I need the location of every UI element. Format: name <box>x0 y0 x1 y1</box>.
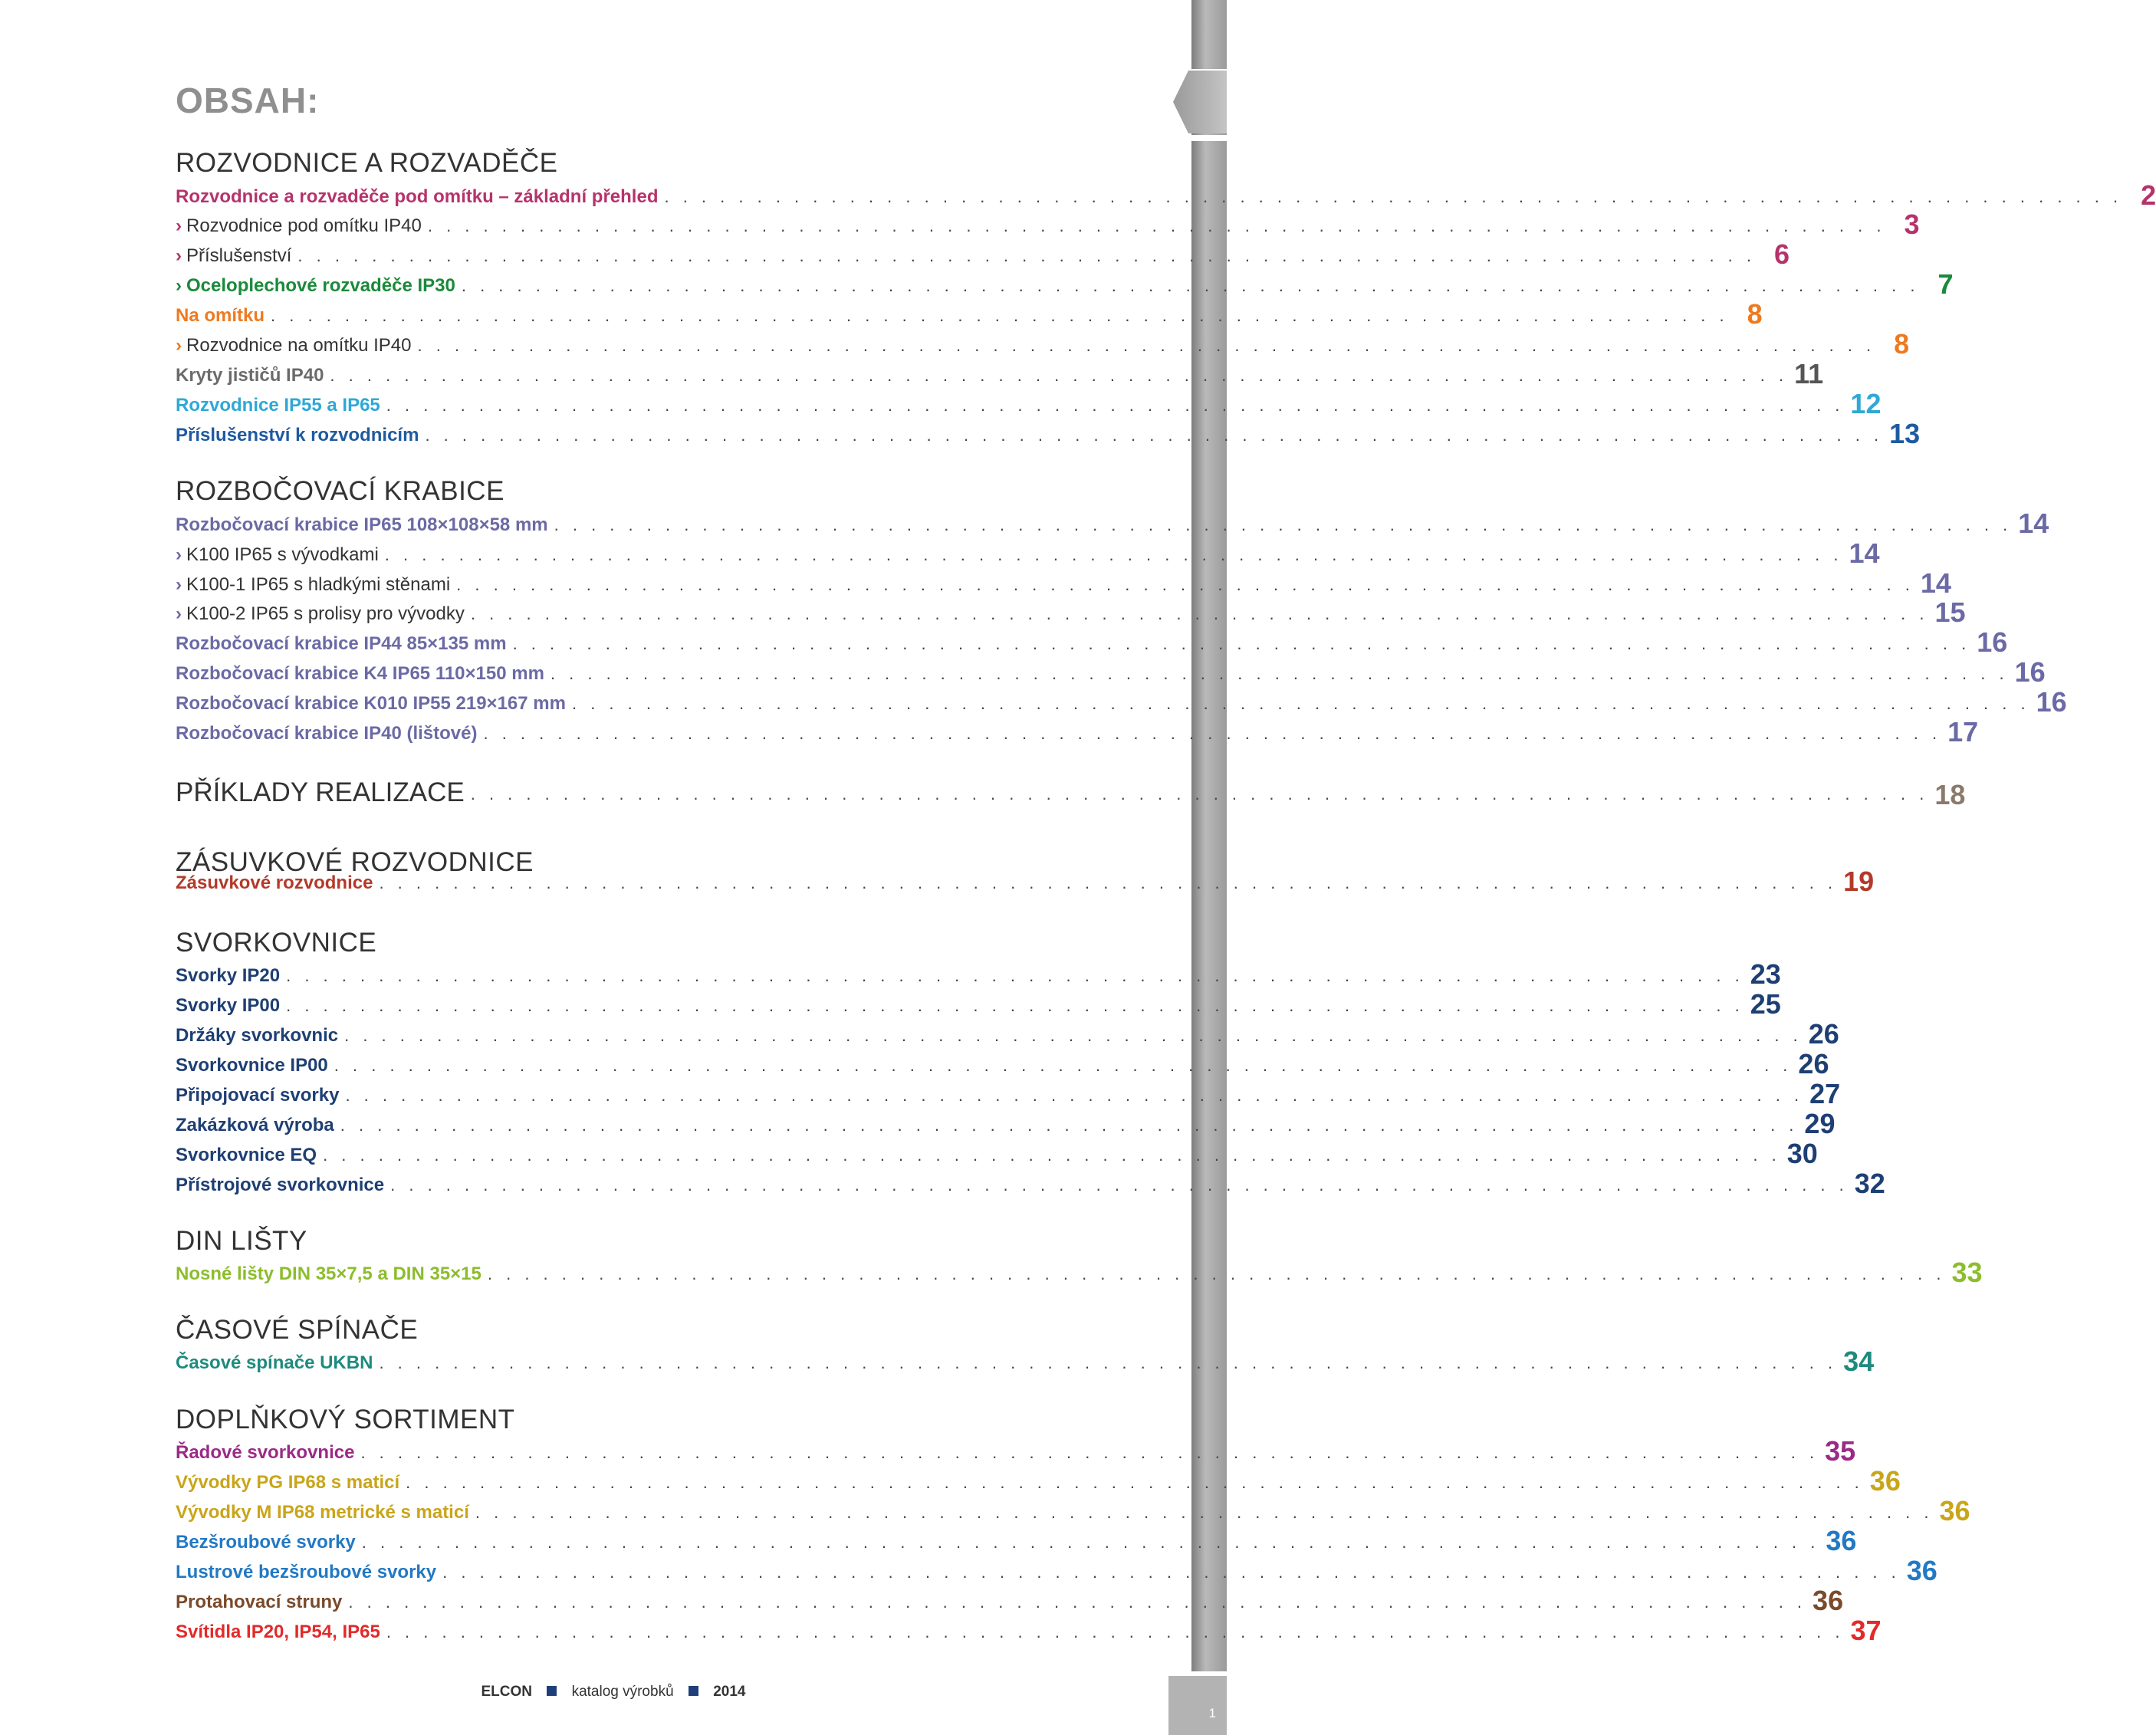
toc-entry[interactable] <box>176 1585 1844 1616</box>
toc-entry-label: Přístrojové svorkovnice <box>176 1175 385 1195</box>
toc-entry-label: Rozbočovací krabice IP65 108×108×58 mm <box>176 514 548 535</box>
toc-entry-label: Rozvodnice IP55 a IP65 <box>176 395 380 416</box>
toc-page-number: 16 <box>2014 656 2046 688</box>
toc-entry[interactable] <box>176 866 1875 897</box>
toc-page-number: 32 <box>1854 1168 1885 1199</box>
toc-page-number: 14 <box>1920 567 1951 599</box>
toc-page-number: 8 <box>1747 298 1763 330</box>
toc-entry[interactable] <box>176 1495 1970 1526</box>
toc-entry[interactable] <box>176 1346 1875 1377</box>
toc-entry[interactable] <box>176 656 2046 688</box>
toc-entry-label: Svorkovnice EQ <box>176 1145 317 1165</box>
toc-entry[interactable] <box>176 1435 1856 1467</box>
toc-page-number: 8 <box>1894 328 1910 360</box>
chevron-right-icon: › <box>176 544 182 565</box>
toc-page-number: 26 <box>1798 1048 1829 1079</box>
dot-leader: . . . . . . . . . . . . . . . . . . . . . . . . . . . . . . . . . . . . . . . . . . . . . . . . . . . . . . . . . . . . . . . . . . . . . . . . . . . . . . . <box>664 187 2123 206</box>
toc-entry-label: Svorky IP20 <box>176 965 281 986</box>
dot-leader: . . . . . . . . . . . . . . . . . . . . . . . . . . . . . . . . . . . . . . . . . . . . . . . . . . . . . . . . . . . . . . . . . . . . . . . . . . . . . . . <box>483 724 1942 743</box>
toc-page-number: 17 <box>1947 716 1979 748</box>
toc-entry[interactable] <box>176 268 1954 300</box>
toc-entry-label: Zásuvkové rozvodnice <box>176 872 373 893</box>
toc-entry[interactable] <box>176 988 1781 1020</box>
toc-page-number: 33 <box>1951 1257 1983 1288</box>
dot-leader: . . . . . . . . . . . . . . . . . . . . . . . . . . . . . . . . . . . . . . . . . . . . . . . . . . . . . . . . . . . . . . . . . . . . . . . . . . . . . . . <box>475 1503 1934 1522</box>
toc-page-number: 7 <box>1937 268 1954 300</box>
chevron-right-icon: › <box>176 245 182 266</box>
dot-leader: . . . . . . . . . . . . . . . . . . . . . . . . . . . . . . . . . . . . . . . . . . . . . . . . . . . . . . . . . . . . . . . . . . . . . . . . . . . . . . . <box>442 1562 1901 1582</box>
chevron-right-icon: › <box>176 215 182 236</box>
dot-leader: . . . . . . . . . . . . . . . . . . . . . . . . . . . . . . . . . . . . . . . . . . . . . . . . . . . . . . . . . . . . . . . . . . . . . . . . . . . . . . . <box>334 1056 1793 1075</box>
toc-page-number: 14 <box>2018 508 2049 539</box>
toc-page-number: 34 <box>1843 1346 1875 1377</box>
dot-leader: . . . . . . . . . . . . . . . . . . . . . . . . . . . . . . . . . . . . . . . . . . . . . . . . . . . . . . . . . . . . . . . . . . . . . . . . . . . . . . . <box>323 1145 1781 1165</box>
toc-entry-label: Kryty jističů IP40 <box>176 365 324 386</box>
dot-leader: . . . . . . . . . . . . . . . . . . . . . . . . . . . . . . . . . . . . . . . . . . . . . . . . . . . . . . . . . . . . . . . . . . . . . . . . . . . . . . . <box>379 1353 1838 1372</box>
dot-leader: . . . . . . . . . . . . . . . . . . . . . . . . . . . . . . . . . . . . . . . . . . . . . . . . . . . . . . . . . . . . . . . . . . . . . . . . . . . . . . . <box>425 426 1884 445</box>
square-bullet-icon <box>547 1686 557 1696</box>
toc-entry-label: Zakázková výroba <box>176 1115 334 1135</box>
toc-entry[interactable] <box>176 1138 1818 1169</box>
toc-entry-label: Rozbočovací krabice K010 IP55 219×167 mm <box>176 693 566 714</box>
dot-leader: . . . . . . . . . . . . . . . . . . . . . . . . . . . . . . . . . . . . . . . . . . . . . . . . . . . . . . . . . . . . . . . . . . . . . . . . . . . . . . . <box>340 1116 1799 1135</box>
toc-entry-label: Na omítku <box>176 305 265 326</box>
toc-entry-label: Rozvodnice na omítku IP40 <box>186 335 412 356</box>
toc-entry-label: Rozvodnice pod omítku IP40 <box>186 215 422 236</box>
toc-entry[interactable] <box>176 328 1910 360</box>
toc-page-number: 19 <box>1843 866 1875 897</box>
toc-entry-label: Svorky IP00 <box>176 995 281 1016</box>
dot-leader: . . . . . . . . . . . . . . . . . . . . . . . . . . . . . . . . . . . . . . . . . . . . . . . . . . . . . . . . . . . . . . . . . . . . . . . . . . . . . . . <box>271 306 1729 325</box>
toc-page-number: 6 <box>1774 238 1790 270</box>
toc-entry-label: K100-1 IP65 s hladkými stěnami <box>186 574 451 595</box>
page-number: 1 <box>1208 1706 1216 1720</box>
toc-entry[interactable] <box>176 238 1790 270</box>
toc-entry[interactable] <box>176 179 2156 211</box>
toc-entry-label: Rozbočovací krabice K4 IP65 110×150 mm <box>176 663 544 684</box>
page-title: OBSAH: <box>176 81 320 120</box>
toc-page-number: 13 <box>1889 418 1921 449</box>
toc-entry[interactable] <box>176 1555 1937 1586</box>
section-title: ZÁSUVKOVÉ ROZVODNICE <box>176 847 534 877</box>
dot-leader: . . . . . . . . . . . . . . . . . . . . . . . . . . . . . . . . . . . . . . . . . . . . . . . . . . . . . . . . . . . . . . . . . . . . . . . . . . . . . . . <box>360 1443 1819 1462</box>
toc-entry[interactable] <box>176 209 1920 240</box>
dot-leader: . . . . . . . . . . . . . . . . . . . . . . . . . . . . . . . . . . . . . . . . . . . . . . . . . . . . . . . . . . . . . . . . . . . . . . . . . . . . . . . <box>550 664 2009 683</box>
toc-entry[interactable] <box>176 1525 1857 1556</box>
toc-page-number: 2 <box>2141 179 2156 211</box>
dot-leader: . . . . . . . . . . . . . . . . . . . . . . . . . . . . . . . . . . . . . . . . . . . . . . . . . . . . . . . . . . . . . . . . . . . . . . . . . . . . . . . <box>456 575 1914 594</box>
toc-page-number: 11 <box>1794 358 1824 389</box>
toc-entry[interactable] <box>176 1018 1839 1050</box>
toc-page-number: 36 <box>1813 1585 1844 1616</box>
toc-page-number: 35 <box>1825 1435 1856 1467</box>
toc-entry[interactable] <box>176 1257 1983 1288</box>
toc-entry[interactable] <box>176 686 2067 718</box>
side-tab-marker <box>1173 71 1227 133</box>
toc-page-number: 14 <box>1849 537 1880 569</box>
dot-leader: . . . . . . . . . . . . . . . . . . . . . . . . . . . . . . . . . . . . . . . . . . . . . . . . . . . . . . . . . . . . . . . . . . . . . . . . . . . . . . . <box>379 873 1838 892</box>
toc-entry-section[interactable] <box>176 776 1966 810</box>
toc-page-number: 25 <box>1750 988 1781 1020</box>
toc-page-number: 16 <box>1977 626 2008 658</box>
toc-page-number: 3 <box>1904 209 1920 240</box>
dot-leader: . . . . . . . . . . . . . . . . . . . . . . . . . . . . . . . . . . . . . . . . . . . . . . . . . . . . . . . . . . . . . . . . . . . . . . . . . . . . . . . <box>384 545 1843 564</box>
dot-leader: . . . . . . . . . . . . . . . . . . . . . . . . . . . . . . . . . . . . . . . . . . . . . . . . . . . . . . . . . . . . . . . . . . . . . . . . . . . . . . . <box>571 694 2030 713</box>
footer-text: katalog výrobků <box>571 1684 674 1700</box>
toc-entry-label: Držáky svorkovnic <box>176 1025 339 1046</box>
dot-leader: . . . . . . . . . . . . . . . . . . . . . . . . . . . . . . . . . . . . . . . . . . . . . . . . . . . . . . . . . . . . . . . . . . . . . . . . . . . . . . . <box>390 1175 1849 1194</box>
toc-entry-label: Rozvodnice a rozvaděče pod omítku – základní přehled <box>176 186 659 207</box>
toc-entry-label: Řadové svorkovnice <box>176 1442 355 1463</box>
toc-entry[interactable] <box>176 1078 1841 1109</box>
toc-entry-label: Svítidla IP20, IP54, IP65 <box>176 1622 380 1642</box>
toc-entry[interactable] <box>176 1048 1829 1079</box>
section-title: DIN LIŠTY <box>176 1226 307 1256</box>
toc-entry[interactable] <box>176 1615 1882 1646</box>
section-title: ROZBOČOVACÍ KRABICE <box>176 476 504 506</box>
toc-entry-label: Rozbočovací krabice IP40 (lištové) <box>176 723 478 744</box>
dot-leader: . . . . . . . . . . . . . . . . . . . . . . . . . . . . . . . . . . . . . . . . . . . . . . . . . . . . . . . . . . . . . . . . . . . . . . . . . . . . . . . <box>344 1026 1803 1045</box>
toc-page-number: 30 <box>1786 1138 1818 1169</box>
toc-entry-label: Svorkovnice IP00 <box>176 1055 328 1076</box>
dot-leader: . . . . . . . . . . . . . . . . . . . . . . . . . . . . . . . . . . . . . . . . . . . . . . . . . . . . . . . . . . . . . . . . . . . . . . . . . . . . . . . <box>427 216 1886 235</box>
toc-entry-label: Příslušenství <box>186 245 292 266</box>
section-title: DOPLŇKOVÝ SORTIMENT <box>176 1405 515 1434</box>
toc-entry-label: Připojovací svorky <box>176 1085 340 1106</box>
toc-entry-label: PŘÍKLADY REALIZACE <box>176 777 465 807</box>
dot-leader: . . . . . . . . . . . . . . . . . . . . . . . . . . . . . . . . . . . . . . . . . . . . . . . . . . . . . . . . . . . . . . . . . . . . . . . . . . . . . . . <box>348 1592 1807 1612</box>
square-bullet-icon <box>689 1686 698 1696</box>
toc-page-number: 36 <box>1939 1495 1970 1526</box>
toc-entry-label: Vývodky M IP68 metrické s maticí <box>176 1502 469 1523</box>
dot-leader: . . . . . . . . . . . . . . . . . . . . . . . . . . . . . . . . . . . . . . . . . . . . . . . . . . . . . . . . . . . . . . . . . . . . . . . . . . . . . . . <box>297 246 1757 265</box>
toc-entry[interactable] <box>176 358 1824 389</box>
toc-entry[interactable] <box>176 958 1781 990</box>
dot-leader: . . . . . . . . . . . . . . . . . . . . . . . . . . . . . . . . . . . . . . . . . . . . . . . . . . . . . . . . . . . . . . . . . . . . . . . . . . . . . . . <box>470 604 1929 623</box>
section-title: SVORKOVNICE <box>176 928 377 958</box>
section-title: ROZVODNICE A ROZVADĚČE <box>176 148 558 178</box>
toc-entry-label: Oceloplechové rozvaděče IP30 <box>186 275 455 296</box>
toc-page-number: 26 <box>1808 1018 1839 1050</box>
dot-leader: . . . . . . . . . . . . . . . . . . . . . . . . . . . . . . . . . . . . . . . . . . . . . . . . . . . . . . . . . . . . . . . . . . . . . . . . . . . . . . . <box>512 634 1971 653</box>
toc-entry-label: K100 IP65 s vývodkami <box>186 544 379 565</box>
toc-entry-label: K100-2 IP65 s prolisy pro vývodky <box>186 603 465 624</box>
dot-leader: . . . . . . . . . . . . . . . . . . . . . . . . . . . . . . . . . . . . . . . . . . . . . . . . . . . . . . . . . . . . . . . . . . . . . . . . . . . . . . . <box>417 336 1876 355</box>
toc-entry[interactable] <box>176 626 2008 658</box>
dot-leader: . . . . . . . . . . . . . . . . . . . . . . . . . . . . . . . . . . . . . . . . . . . . . . . . . . . . . . . . . . . . . . . . . . . . . . . . . . . . . . . <box>330 366 1789 385</box>
footer <box>0 1684 1227 1700</box>
dot-leader: . . . . . . . . . . . . . . . . . . . . . . . . . . . . . . . . . . . . . . . . . . . . . . . . . . . . . . . . . . . . . . . . . . . . . . . . . . . . . . . <box>361 1533 1820 1552</box>
toc-page-number: 37 <box>1850 1615 1882 1646</box>
toc-entry[interactable] <box>176 298 1763 330</box>
toc-entry[interactable] <box>176 1465 1901 1497</box>
dot-leader: . . . . . . . . . . . . . . . . . . . . . . . . . . . . . . . . . . . . . . . . . . . . . . . . . . . . . . . . . . . . . . . . . . . . . . . . . . . . . . . <box>286 996 1744 1015</box>
toc-entry[interactable] <box>176 537 1880 569</box>
toc-entry-label: Vývodky PG IP68 s maticí <box>176 1472 400 1493</box>
toc-entry-label: Nosné lišty DIN 35×7,5 a DIN 35×15 <box>176 1263 481 1284</box>
side-bar-gap <box>1191 135 1227 141</box>
dot-leader: . . . . . . . . . . . . . . . . . . . . . . . . . . . . . . . . . . . . . . . . . . . . . . . . . . . . . . . . . . . . . . . . . . . . . . . . . . . . . . . <box>286 966 1744 985</box>
toc-entry[interactable] <box>176 596 1966 628</box>
toc-page-number: 23 <box>1750 958 1781 990</box>
chevron-right-icon: › <box>176 603 182 624</box>
toc-page-number: 12 <box>1850 388 1882 419</box>
toc-entry[interactable] <box>176 716 1979 748</box>
toc-page-number: 15 <box>1934 596 1966 628</box>
chevron-right-icon: › <box>176 275 182 296</box>
dot-leader: . . . . . . . . . . . . . . . . . . . . . . . . . . . . . . . . . . . . . . . . . . . . . . . . . . . . . . . . . . . . . . . . . . . . . . . . . . . . . . . <box>461 276 1920 295</box>
toc-entry-label: Protahovací struny <box>176 1592 343 1612</box>
dot-leader: . . . . . . . . . . . . . . . . . . . . . . . . . . . . . . . . . . . . . . . . . . . . . . . . . . . . . . . . . . . . . . . . . . . . . . . . . . . . . . . <box>386 396 1845 415</box>
dot-leader: . . . . . . . . . . . . . . . . . . . . . . . . . . . . . . . . . . . . . . . . . . . . . . . . . . . . . . . . . . . . . . . . . . . . . . . . . . . . . . . <box>470 784 1929 803</box>
toc-entry[interactable] <box>176 567 1951 599</box>
dot-leader: . . . . . . . . . . . . . . . . . . . . . . . . . . . . . . . . . . . . . . . . . . . . . . . . . . . . . . . . . . . . . . . . . . . . . . . . . . . . . . . <box>345 1086 1804 1105</box>
toc-entry[interactable] <box>176 388 1882 419</box>
toc-entry-label: Časové spínače UKBN <box>176 1352 373 1373</box>
toc-entry[interactable] <box>176 418 1921 449</box>
chevron-right-icon: › <box>176 335 182 356</box>
section-title: ČASOVÉ SPÍNAČE <box>176 1315 419 1345</box>
toc-page-number: 36 <box>1826 1525 1857 1556</box>
footer-year: 2014 <box>713 1684 746 1700</box>
dot-leader: . . . . . . . . . . . . . . . . . . . . . . . . . . . . . . . . . . . . . . . . . . . . . . . . . . . . . . . . . . . . . . . . . . . . . . . . . . . . . . . <box>487 1264 1946 1283</box>
toc-page-number: 16 <box>2036 686 2067 718</box>
dot-leader: . . . . . . . . . . . . . . . . . . . . . . . . . . . . . . . . . . . . . . . . . . . . . . . . . . . . . . . . . . . . . . . . . . . . . . . . . . . . . . . <box>406 1473 1864 1492</box>
toc-page-number: 36 <box>1869 1465 1901 1497</box>
toc-entry-label: Rozbočovací krabice IP44 85×135 mm <box>176 633 507 654</box>
toc-entry-label: Lustrové bezšroubové svorky <box>176 1562 437 1582</box>
toc-entry[interactable] <box>176 508 2049 539</box>
toc-page-number: 18 <box>1934 779 1966 810</box>
toc-entry[interactable] <box>176 1108 1836 1139</box>
toc-page-number: 27 <box>1809 1078 1841 1109</box>
dot-leader: . . . . . . . . . . . . . . . . . . . . . . . . . . . . . . . . . . . . . . . . . . . . . . . . . . . . . . . . . . . . . . . . . . . . . . . . . . . . . . . <box>386 1622 1845 1641</box>
toc-entry[interactable] <box>176 1168 1885 1199</box>
toc-page-number: 36 <box>1906 1555 1937 1586</box>
dot-leader: . . . . . . . . . . . . . . . . . . . . . . . . . . . . . . . . . . . . . . . . . . . . . . . . . . . . . . . . . . . . . . . . . . . . . . . . . . . . . . . <box>554 515 2013 534</box>
footer-brand: ELCON <box>481 1684 532 1700</box>
toc-page-number: 29 <box>1804 1108 1836 1139</box>
chevron-right-icon: › <box>176 574 182 595</box>
toc-entry-label: Bezšroubové svorky <box>176 1532 356 1553</box>
toc-entry-label: Příslušenství k rozvodnicím <box>176 425 419 445</box>
